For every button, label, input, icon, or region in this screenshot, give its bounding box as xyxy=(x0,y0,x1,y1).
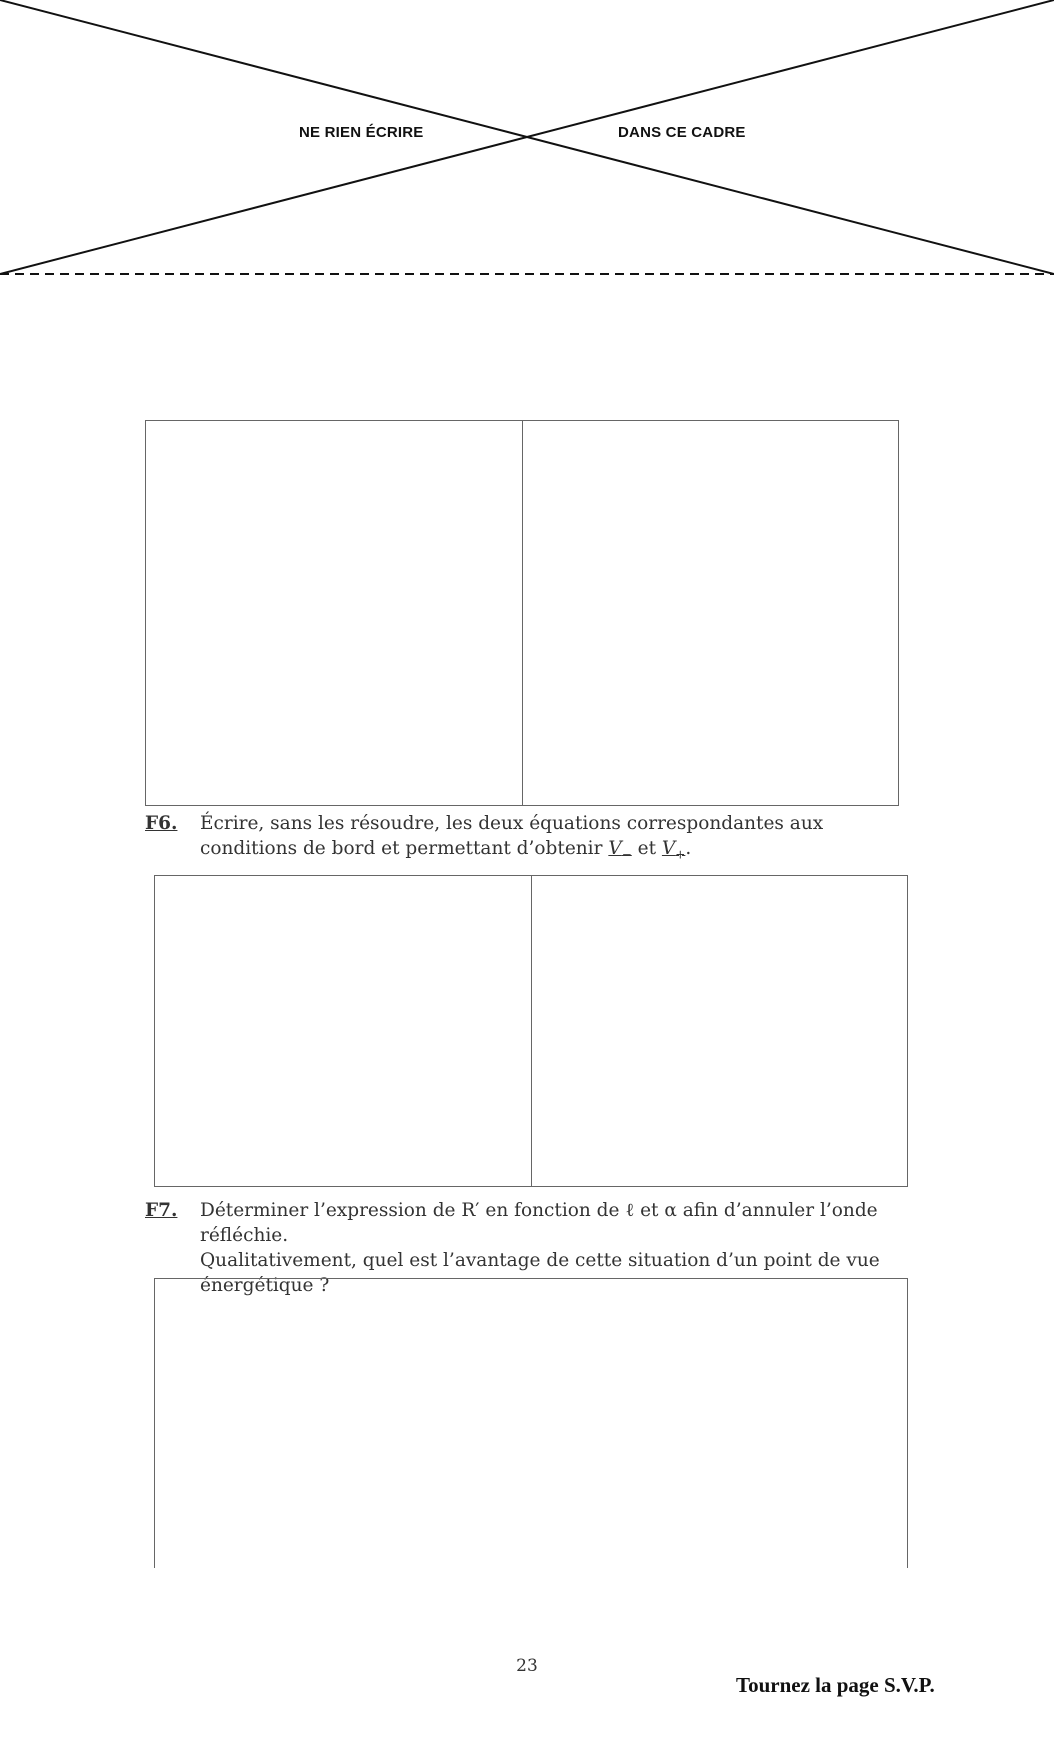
turn-page-note: Tournez la page S.V.P. xyxy=(736,1673,935,1697)
no-write-frame xyxy=(0,0,1054,280)
banner-left-text: NE RIEN ÉCRIRE xyxy=(299,124,424,141)
page-number: 23 xyxy=(516,1656,538,1676)
question-label: F7. xyxy=(145,1200,178,1221)
answer-box-figure[interactable] xyxy=(145,420,899,806)
question-text: Écrire, sans les résoudre, les deux équations correspondantes aux conditions de bord et permettant d’obtenir $V_-$ et $V_+$. xyxy=(200,813,824,862)
question-text: Déterminer l’expression de R′ en fonction de ℓ et α afin d’annuler l’onde réfléchie. Qualitativement, quel est l’avantage de cette situation d’un point de vue énergétique ? xyxy=(200,1200,880,1296)
answer-box-f7[interactable] xyxy=(154,1278,908,1568)
banner-right-text: DANS CE CADRE xyxy=(618,124,746,141)
question-label: F6. xyxy=(145,813,178,834)
answer-box-f6[interactable] xyxy=(154,875,908,1187)
variable-v-minus: $V_-$ xyxy=(608,838,632,862)
variable-v-plus: $V_+$ xyxy=(661,838,686,862)
question-f6 xyxy=(145,811,910,868)
